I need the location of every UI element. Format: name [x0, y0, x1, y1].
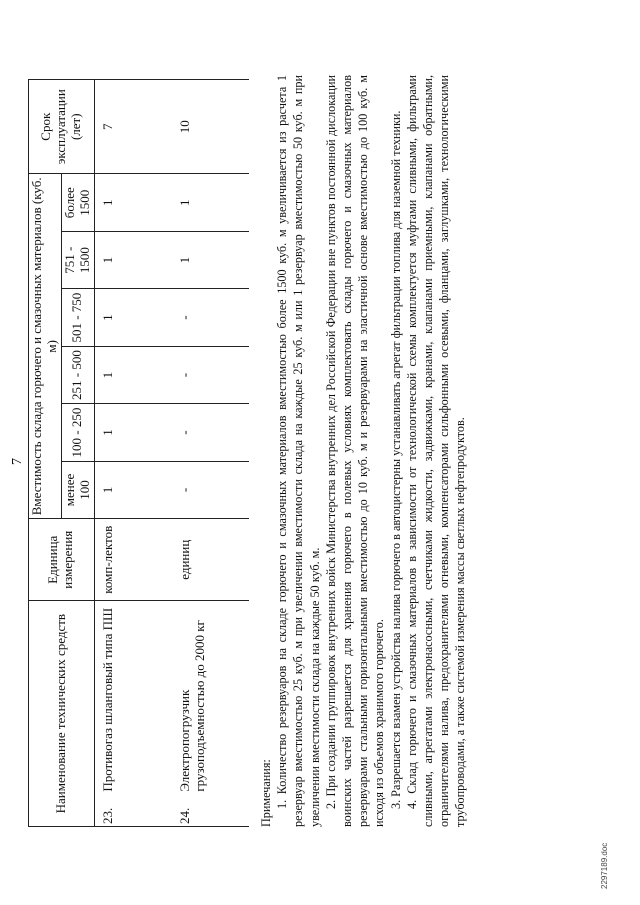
page-number: 7: [10, 458, 25, 465]
row-value: -: [172, 461, 249, 518]
row-value: 1: [172, 174, 249, 232]
range-header: более 1500: [61, 174, 94, 232]
note-item: 2. При создании группировок внутренних войск Министерства внутренних дел Российской Федерации вне пунктов постоянной дислокации воинских частей разрешается для хранения горючего в полевых условиях комплектовать склады горючего и смазочных материалов резервуарами стальными горизонтальными вместимостью до 10 куб. м и резервуарами на эластичной основе вместимостью до 100 куб. м исходя из объемов хранимого горючего.: [323, 75, 387, 827]
header-term: Срок эксплуатации (лет): [29, 80, 95, 174]
range-header: менее 100: [61, 461, 94, 518]
row-term: 7: [94, 80, 172, 174]
row-value: 1: [172, 231, 249, 288]
header-capacity: Вместимость склада горючего и смазочных материалов (куб. м): [29, 174, 62, 519]
notes-section: [258, 75, 469, 827]
row-value: -: [172, 289, 249, 346]
range-header: 501 - 750: [61, 289, 94, 346]
notes-title: Примечания:: [259, 759, 273, 827]
range-header: 751 - 1500: [61, 231, 94, 288]
row-number: 23.: [94, 794, 172, 827]
row-value: 1: [94, 231, 172, 288]
row-value: 1: [94, 346, 172, 403]
row-value: 1: [94, 174, 172, 232]
note-item: 1. Количество резервуаров на складе горючего и смазочных материалов вместимостью более 1500 куб. м увеличивается из расчета 1 резервуар вместимостью 25 куб. м при увеличении вместимости склада на каждые 25 куб. м или 1 резервуар вместимостью 50 куб. м при увеличении вместимости склада на каждые 50 куб. м.: [275, 75, 322, 827]
row-value: -: [172, 404, 249, 461]
equipment-table: [28, 79, 249, 827]
row-value: -: [172, 346, 249, 403]
header-name: Наименование технических средств: [29, 601, 95, 827]
range-header: 251 - 500: [61, 346, 94, 403]
note-item: 3. Разрешается взамен устройства налива горючего в автоцистерны устанавливать агрегат фильтрации топлива для наземной техники.: [388, 110, 403, 809]
row-term: 10: [172, 80, 249, 174]
row-name: Электропогрузчик грузоподъемностью до 2000 кг: [172, 601, 249, 794]
row-unit: комп-лектов: [94, 519, 172, 601]
note-item: 4. Склад горючего и смазочных материалов в зависимости от технологической схемы комплектуется муфтами сливными, фильтрами сливными, агрегатами электронасосными, счетчиками жидкости, задвижками, кранами, клапанами приемными, клапанами обратными, ограничителями налива, предохранителями огневыми, компенсаторами сильфонными осевыми, фланцами, заглушками, технологическими трубопроводами, а также системой измерения массы светлых нефтепродуктов.: [404, 75, 468, 827]
header-unit: Единица измерения: [29, 519, 95, 601]
row-name: Противогаз шланговый типа ПШ: [94, 601, 172, 794]
row-value: 1: [94, 461, 172, 518]
table-row: [94, 80, 172, 827]
table-row: [172, 80, 249, 827]
row-number: 24.: [172, 794, 249, 827]
row-value: 1: [94, 289, 172, 346]
row-unit: единиц: [172, 519, 249, 601]
range-header: 100 - 250: [61, 404, 94, 461]
document-filename: 2297189.doc: [600, 842, 609, 889]
row-value: 1: [94, 404, 172, 461]
